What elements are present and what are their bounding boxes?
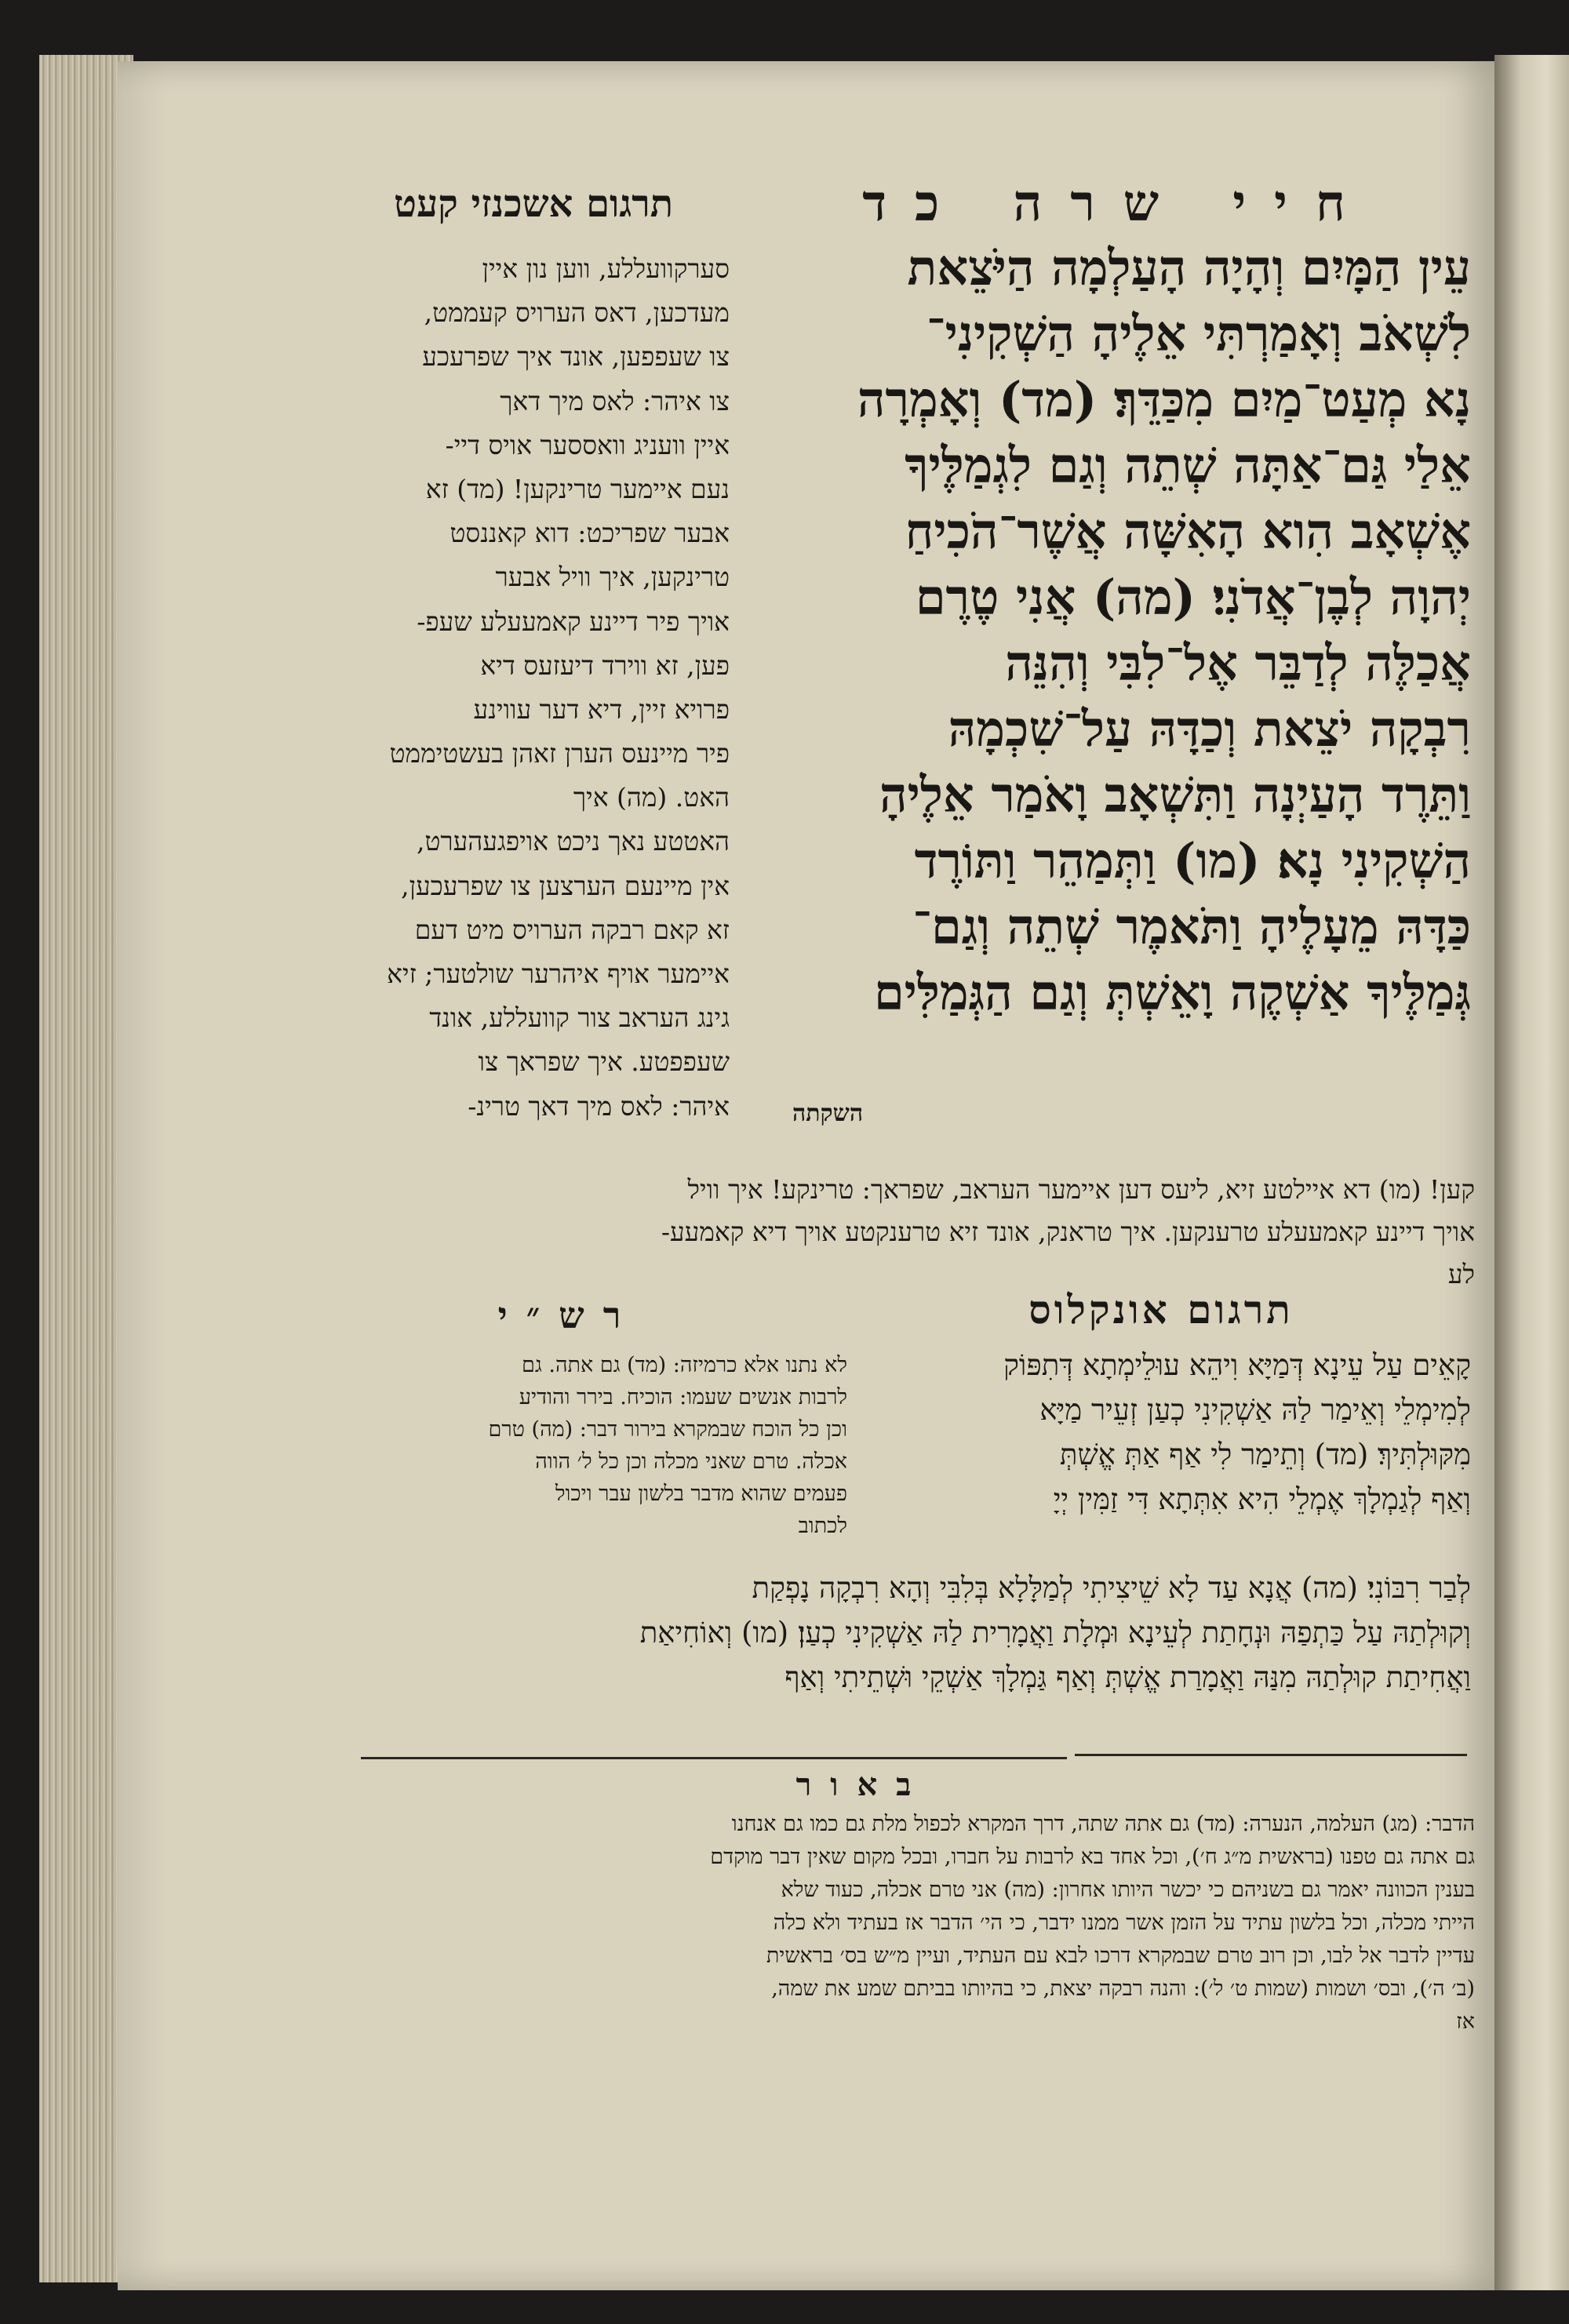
targum-line: האט. (מה) איך	[573, 782, 730, 813]
targum-line: טרינקען, איך וויל אבער	[495, 562, 730, 593]
targum-line: נעם איימער טרינקען! (מד) זא	[425, 473, 730, 504]
rashi-line: לא נתנו אלא כרמיזה: (מד) גם אתה. גם	[522, 1353, 847, 1377]
targum-line: גינג העראב צור קוועללע, אונד	[429, 1002, 730, 1034]
verse-line: לִשְׁאֹב וְאָמַרְתִּי אֵלֶיהָ הַשְׁקִינִי־	[926, 305, 1471, 362]
catchword: השקתה	[792, 1100, 864, 1127]
biur-line: עדיין לדבר אל לבו, וכן רוב טרם שבמקרא דרכו לבא עם העתיד, ועיין מ״ש בס׳ בראשית	[766, 1944, 1475, 1968]
rashi-line: לרבות אנשים שעמו: הוכיח. בירר והודיע	[519, 1385, 847, 1409]
targum-line: אויך דיינע קאמעעלע טרענקען. איך טראנק, אונד זיא טרענקטע אויך דיא קאמעע-	[661, 1217, 1475, 1247]
biur-line: גם אתה גם טפנו (בראשית מ״ג ח׳), וכל אחד בא לרבות על חברו, ובכל מקום שאין דבר מוקדם	[710, 1845, 1475, 1869]
verse-line: נָא מְעַט־מַיִם מִכַּדֵּךְ׃ (מד) וְאָמְרָה	[857, 371, 1471, 428]
targum-line: איין וועניג וואססער אויס דיי-	[445, 429, 730, 460]
onkelos-title: תרגום אונקלוס	[1028, 1286, 1294, 1333]
rashi-title: רש״י	[497, 1294, 640, 1337]
targum-line: פרויא זיין, דיא דער עווינע	[473, 693, 730, 725]
verse-line: אֶשְׁאָב הִוא הָאִשָּׁה אֲשֶׁר־הֹכִיחַ	[905, 503, 1471, 560]
verse-line: גְּמַלֶּיךָ אַשְׁקֶה וָאֵשְׁתְּ וְגַם הַגְּמַלִּים	[873, 964, 1471, 1021]
targum-line: איימער אויף איהרער שולטער; זיא	[387, 958, 730, 989]
biur-commentary	[361, 1808, 1475, 2039]
onkelos-line: לְמִימְלֵי וְאֵימַר לַהּ אַשְׁקִינִי כְעַן זְעֵיר מַיָּא	[1039, 1393, 1471, 1427]
targum-line: איהר: לאס מיך דאך טרינ-	[468, 1090, 730, 1122]
targum-line: פיר מיינעס הערן זאהן בעשטיממט	[389, 738, 730, 769]
rashi-line: אכלה. טרם שאני מכלה וכן כל ל׳ הווה	[535, 1449, 847, 1474]
biur-line: אז	[1456, 2009, 1475, 2034]
targum-title: תרגום אשכנזי קעט	[393, 182, 674, 226]
onkelos-line: וְקוּלְתַהּ עַל כַּתְפַהּ וּנְחָתַת לְעֵינָא וּמְלָת וַאֲמָרִית לַהּ אַשְׁקִינִי כְעַן׃ (מו) וְאוֹחִיאַת	[639, 1616, 1471, 1649]
book-gutter	[1494, 55, 1569, 2290]
targum-line: סערקוועללע, ווען נון איין	[482, 253, 730, 284]
verse-line: וַתֵּרֶד הָעַיְנָה וַתִּשְׁאָב וָאֹמַר אֵלֶיהָ	[879, 766, 1471, 824]
biur-line: הדבר: (מג) העלמה, הנערה: (מד) גם אתה שתה, דרך המקרא לכפול מלת גם כמו גם אנחנו	[731, 1812, 1475, 1836]
verse-line: הַשְׁקִינִי נָא׃ (מו) וַתְּמַהֵר וַתּוֹרֶד	[914, 832, 1471, 889]
onkelos-wide-text	[357, 1566, 1471, 1700]
rashi-column	[357, 1349, 847, 1542]
onkelos-line: מִקּוּלְתִּיךְ׃ (מד) וְתֵימַר לִי אַף אַתְּ אֱשְׁתְּ	[1059, 1438, 1471, 1471]
biur-line: הייתי מכלה, וכל בלשון עתיד על הזמן אשר ממנו ידבר, כי הי׳ הדבר אז בעתיד ולא כלה	[773, 1911, 1475, 1935]
biur-line: (ב׳ ה׳), ובס׳ ושמות (שמות ט׳ ל׳): והנה רבקה יצאת, כי בהיותו בביתם שמע את שמה,	[771, 1977, 1475, 2001]
targum-line: לע	[1447, 1259, 1475, 1289]
targum-line: האטטע נאך ניכט אויפגעהערט,	[416, 826, 730, 857]
targum-line: זא קאם רבקה הערויס מיט דעם	[414, 914, 730, 945]
rashi-line: וכן כל הוכח שבמקרא בירור דבר: (מה) טרם	[488, 1417, 847, 1442]
section-divider	[1075, 1754, 1467, 1756]
onkelos-line: וַאֲחִיתַת קוּלְתַהּ מִנַּהּ וַאֲמָרַת אֱשְׁתְּ וְאַף גַּמְלָךְ אַשְׁקֵי וּשְׁתֵיתִי וְאַף	[784, 1660, 1471, 1694]
verse-line: יְהוָה לְבֶן־אֲדֹנִי׃ (מה) אֲנִי טֶרֶם	[915, 569, 1471, 626]
targum-line: אויך פיר דיינע קאמעעלע שעפ-	[417, 606, 730, 637]
verse-line: אֵלַי גַּם־אַתָּה שְׁתֵה וְגַם לִגְמַלֶּיךָ	[905, 437, 1471, 494]
targum-line: אין מיינעם הערצען צו שפרעכען,	[401, 870, 730, 901]
targum-ashkenazi-continuation	[345, 1169, 1475, 1296]
rashi-line: פעמים שהוא מדבר בלשון עבר ויכול	[555, 1482, 847, 1506]
main-verse-text	[718, 235, 1471, 1026]
targum-line: אבער שפריכט: דוא קאננסט	[450, 518, 730, 549]
onkelos-line: לְבַר רִבּוֹנִי׃ (מה) אֲנָא עַד לָא שֵׁיצִיתִי לְמַלָּלָא בְּלִבִּי וְהָא רִבְקָה נָפְקַת	[752, 1571, 1471, 1605]
targum-ashkenazi-column	[345, 247, 730, 1129]
running-title: חיי שרה כד	[862, 174, 1374, 233]
targum-line: פען, זא ווירד דיעזעס דיא	[480, 649, 730, 681]
biur-line: בענין הכוונה יאמר גם בשניהם כי יכשר היותו אחרון: (מה) אני טרם אכלה, כעוד שלא	[781, 1878, 1475, 1902]
onkelos-line: קָאֵים עַל עֵינָא דְּמַיָּא וִיהֵא עוּלֵימְתָא דְּתִפּוֹק	[1003, 1348, 1471, 1382]
rashi-line: לכתוב	[798, 1514, 847, 1538]
verse-line: כַּדָּהּ מֵעָלֶיהָ וַתֹּאמֶר שְׁתֵה וְגַם־	[912, 898, 1471, 955]
verse-line: רִבְקָה יֹצֵאת וְכַדָּהּ עַל־שִׁכְמָהּ	[948, 700, 1471, 758]
section-divider	[361, 1757, 1067, 1759]
onkelos-line: וְאַף לְגַמְלָךְ אֶמְלֵי הִיא אִתְּתָא דִּי זַמִּין יְיָ	[1053, 1482, 1471, 1516]
targum-line: מעדכען, דאס הערויס קעממט,	[424, 297, 730, 329]
biur-title: באור	[795, 1766, 930, 1803]
verse-line: אֲכַלֶּה לְדַבֵּר אֶל־לִבִּי וְהִנֵּה	[1005, 635, 1471, 692]
onkelos-column	[851, 1343, 1471, 1522]
targum-line: צו איהר: לאס מיך דאך	[500, 385, 730, 416]
targum-line: שעפפטע. איך שפראך צו	[478, 1046, 730, 1078]
targum-line: צו שעפפען, אונד איך שפרעכע	[422, 341, 730, 373]
targum-line: קען! (מו) דא איילטע זיא, ליעס דען איימער העראב, שפראך: טרינקע! איך וויל	[687, 1174, 1475, 1205]
verse-line: עֵין הַמָּיִם וְהָיָה הָעַלְמָה הַיֹּצֵאת	[907, 239, 1471, 296]
